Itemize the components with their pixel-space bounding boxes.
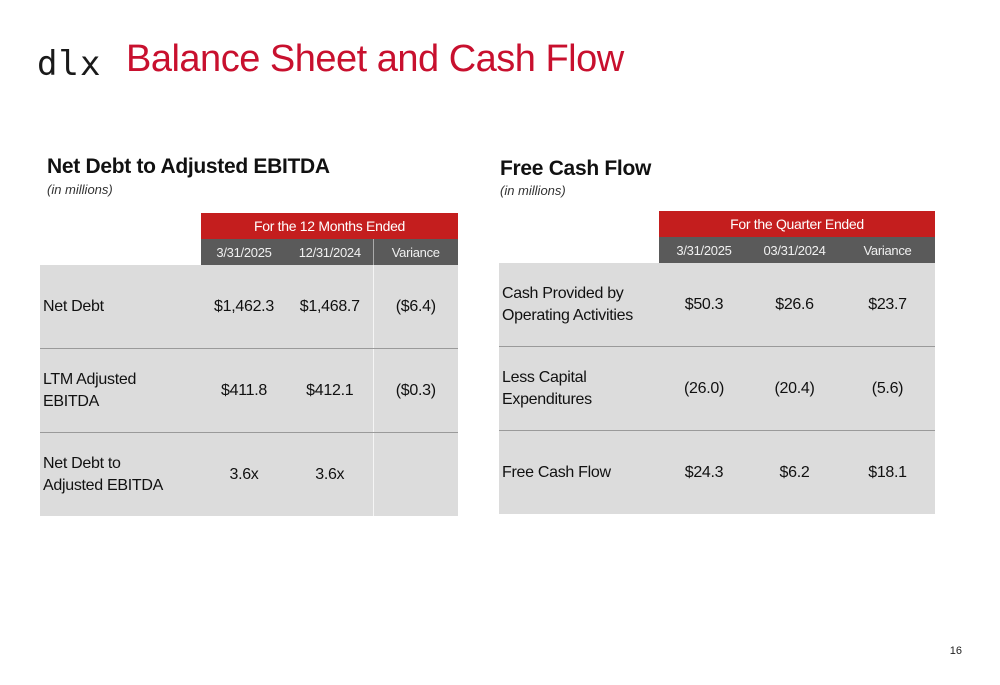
net-debt-heading: Net Debt to Adjusted EBITDA: [47, 155, 330, 178]
company-logo: dlx: [37, 44, 102, 84]
fcf-subheading: (in millions): [500, 183, 566, 198]
cell-value: $26.6: [749, 263, 840, 347]
cell-value: $18.1: [840, 431, 935, 515]
period-header: For the 12 Months Ended: [201, 213, 458, 239]
table-row: [40, 433, 458, 517]
column-header: 12/31/2024: [287, 239, 373, 265]
table-row: [499, 347, 935, 431]
cell-value: $24.3: [659, 431, 749, 515]
cell-value: $412.1: [287, 349, 373, 433]
column-header: Variance: [840, 237, 935, 263]
row-label: Free Cash Flow: [499, 431, 659, 515]
row-label: Cash Provided by Operating Activities: [499, 263, 659, 347]
cell-value: $411.8: [201, 349, 287, 433]
cell-value: 3.6x: [287, 433, 373, 517]
cell-value: $23.7: [840, 263, 935, 347]
table-row: [499, 263, 935, 347]
page-number: 16: [949, 645, 962, 657]
cell-value: $1,468.7: [287, 265, 373, 349]
table-row: [40, 349, 458, 433]
cell-value: $1,462.3: [201, 265, 287, 349]
column-header: 03/31/2024: [749, 237, 840, 263]
row-label: LTM Adjusted EBITDA: [40, 349, 201, 433]
table-row: [40, 265, 458, 349]
row-label: Less Capital Expenditures: [499, 347, 659, 431]
cell-value: $6.2: [749, 431, 840, 515]
period-header: For the Quarter Ended: [659, 211, 935, 237]
cell-value: 3.6x: [201, 433, 287, 517]
fcf-table: [499, 211, 935, 514]
cell-value: (20.4): [749, 347, 840, 431]
row-label: Net Debt: [40, 265, 201, 349]
cell-value: (26.0): [659, 347, 749, 431]
cell-value: (5.6): [840, 347, 935, 431]
net-debt-subheading: (in millions): [47, 182, 113, 197]
page-title: Balance Sheet and Cash Flow: [126, 38, 624, 80]
column-header: Variance: [373, 239, 458, 265]
cell-value: ($0.3): [373, 349, 458, 433]
row-label: Net Debt to Adjusted EBITDA: [40, 433, 201, 517]
cell-value: ($6.4): [373, 265, 458, 349]
fcf-heading: Free Cash Flow: [500, 157, 652, 180]
column-header: 3/31/2025: [201, 239, 287, 265]
cell-value: $50.3: [659, 263, 749, 347]
net-debt-table: [40, 213, 458, 516]
cell-value: [373, 433, 458, 517]
column-header: 3/31/2025: [659, 237, 749, 263]
table-row: [499, 431, 935, 515]
